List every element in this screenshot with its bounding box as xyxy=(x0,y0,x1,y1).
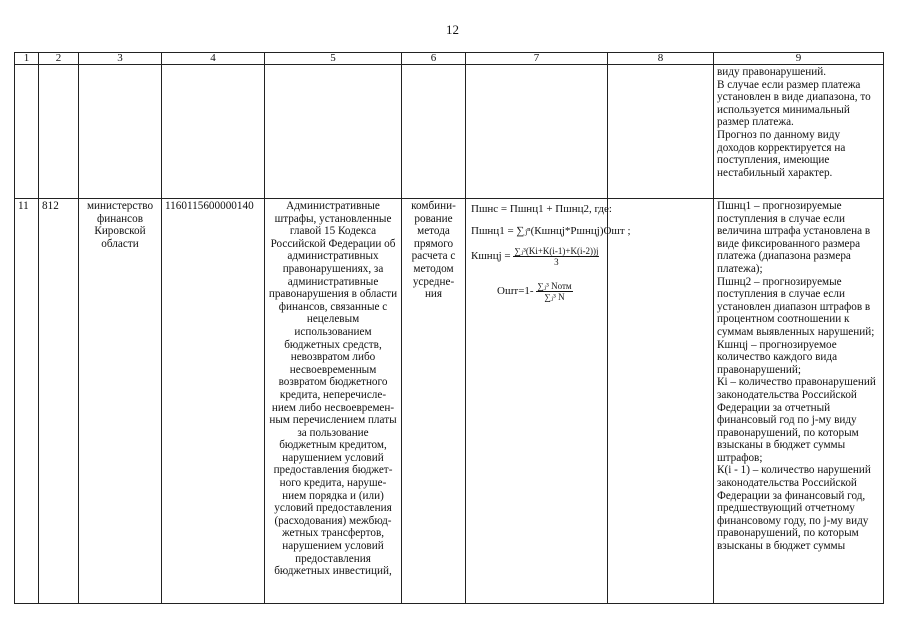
empty-cell xyxy=(608,199,714,604)
header-cell: 7 xyxy=(466,53,608,65)
note-line: виду правонарушений. xyxy=(717,66,827,78)
forecast-methods-table xyxy=(14,52,884,604)
admin-code: 812 xyxy=(39,199,79,604)
forecast-method: комбини-рование метода прямого расчета с методом усредне-ния xyxy=(402,199,466,604)
note-line: Кi – количество правонарушений законодательства Российской Федерации за отчетный финансовый год по j-му виду правонарушений, по которым взысканы в бюджет суммы штрафов; xyxy=(717,376,876,464)
page-number: 12 xyxy=(446,22,459,37)
formula-k: Кшнцj = $\frac{\text{∑ⱼ³(Ki+K(i-1)+K(i-2))j}}{3}$ xyxy=(471,246,599,267)
calc-notes-cell xyxy=(714,199,884,604)
note-line: В случае если размер платежа установлен в виде диапазона, то используется минимальный размер платежа. xyxy=(717,78,871,129)
header-cell: 5 xyxy=(265,53,402,65)
admin-name: министерство финансов Кировской области xyxy=(79,199,162,604)
note-line: К(i - 1) – количество нарушений законодательства Российской Федерации за финансовый год, предшествующий отчетному финансовому году, по j-му виду правонарушений, по которым взысканы в бюджет суммы xyxy=(717,464,871,553)
formula-p1: Пшнц1 = ∑ⱼⁿ(Кшнцj*Ршнцj)Ошт ; xyxy=(471,225,631,237)
note-line: Прогноз по данному виду доходов корректируется на поступления, имеющие нестабильный характер. xyxy=(717,128,846,179)
kbk-code: 1160115600000140 xyxy=(162,199,265,604)
row-number: 11 xyxy=(15,199,39,604)
formula-cell xyxy=(466,199,631,604)
fraction: $\frac{\text{∑ⱼ³(Ki+K(i-1)+K(i-2))j}}{3}$ xyxy=(514,246,599,267)
header-cell: 2 xyxy=(39,53,79,65)
header-cell: 3 xyxy=(79,53,162,65)
calc-notes-cell xyxy=(714,65,884,199)
note-line: Пшнц1 – прогнозируемые поступления в случае если величина штрафа установлена в виде фиксированного размера платежа (диапазона размера платежа); xyxy=(717,200,871,275)
header-cell: 1 xyxy=(15,53,39,65)
header-cell: 9 xyxy=(714,53,884,65)
table-row-continued xyxy=(15,65,884,199)
note-line: Кшнцj – прогнозируемое количество каждого вида правонарушений; xyxy=(717,338,838,376)
header-row xyxy=(15,53,884,65)
header-cell: 8 xyxy=(608,53,714,65)
note-line: Пшнц2 – прогнозируемые поступления в случае если установлен диапазон штрафов в процентном соотношении к суммам выявленных нарушений; xyxy=(717,275,875,338)
header-cell: 6 xyxy=(402,53,466,65)
revenue-description: Административные штрафы, установленные главой 15 Кодекса Российской Федерации об административных правонарушениях, за административные правонарушения в области финансов, связанные с нецелевым использованием бюджетных средств, невозвратом либо несвоевременным возвратом бюджетного кредита, неперечисле-нием либо несвоевремен-ным перечислением платы за пользование бюджетным кредитом, нарушением условий предоставления бюджет-ного кредита, наруше-нием порядка и (или) условий предоставления (расходования) межбюд-жетных трансфертов, нарушением условий предоставления бюджетных инвестиций, xyxy=(265,199,402,604)
formula-o: Ошт=1- $\frac{\text{∑ⱼ³ Nотм}}{\text{∑ⱼ³ N}}$ xyxy=(497,281,572,302)
header-cell: 4 xyxy=(162,53,265,65)
table-row xyxy=(15,199,884,604)
formula-total: Пшнс = Пшнц1 + Пшнц2, где: xyxy=(471,203,612,215)
fraction: $\frac{\text{∑ⱼ³ Nотм}}{\text{∑ⱼ³ N}}$ xyxy=(537,281,572,302)
